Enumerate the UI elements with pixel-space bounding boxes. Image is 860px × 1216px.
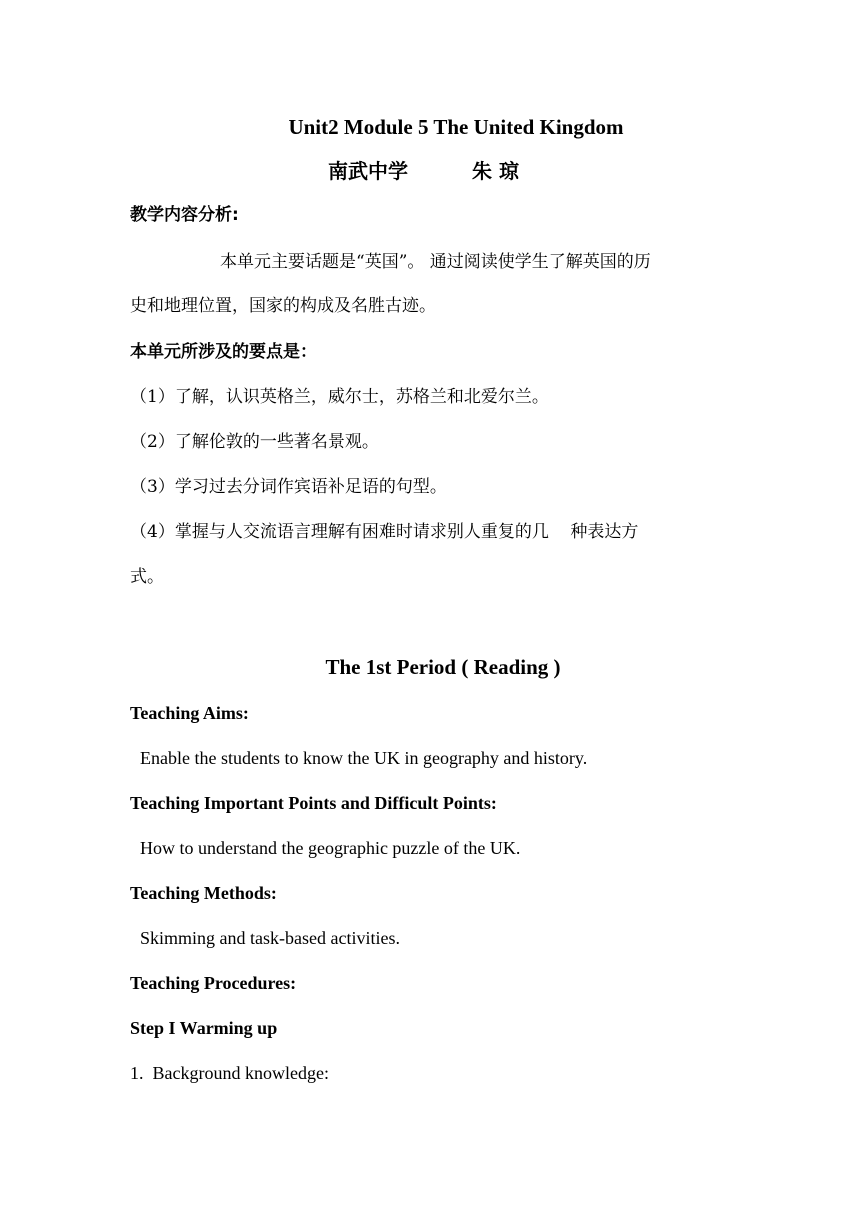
teaching-points-text: How to understand the geographic puzzle of the UK. [140, 838, 521, 858]
key-point-item: （1）了解，认识英格兰，威尔士，苏格兰和北爱尔兰。 [130, 387, 549, 407]
teaching-aims-text: Enable the students to know the UK in geography and history. [140, 748, 588, 768]
key-points-heading: 本单元所涉及的要点是： [130, 342, 317, 362]
key-point-item: （2）了解伦敦的一些著名景观。 [130, 432, 379, 452]
teaching-procedures-heading: Teaching Procedures: [130, 973, 297, 993]
step1-heading: Step I Warming up [130, 1018, 278, 1038]
school-name: 南武中学 [328, 159, 408, 183]
key-point-item: （4）掌握与人交流语言理解有困难时请求别人重复的几 种表达方 [130, 522, 639, 542]
teaching-aims-heading: Teaching Aims: [130, 703, 249, 723]
analysis-heading: 教学内容分析: [130, 205, 239, 225]
school-author-line [328, 161, 519, 181]
step1-item: 1. Background knowledge: [130, 1063, 329, 1083]
analysis-paragraph-line-1: 本单元主要话题是“英国”。 通过阅读使学生了解英国的历 [220, 252, 651, 272]
author-name: 朱 琼 [472, 159, 519, 183]
key-point-item: （3）学习过去分词作宾语补足语的句型。 [130, 477, 447, 497]
analysis-paragraph-line-2: 史和地理位置，国家的构成及名胜古迹。 [130, 296, 436, 316]
period-title: The 1st Period ( Reading ) [325, 655, 561, 679]
teaching-methods-heading: Teaching Methods: [130, 883, 277, 903]
key-point-item-continued: 式。 [130, 567, 164, 587]
document-title: Unit2 Module 5 The United Kingdom [288, 115, 624, 139]
teaching-points-heading: Teaching Important Points and Difficult Points: [130, 793, 497, 813]
teaching-methods-text: Skimming and task-based activities. [140, 928, 400, 948]
